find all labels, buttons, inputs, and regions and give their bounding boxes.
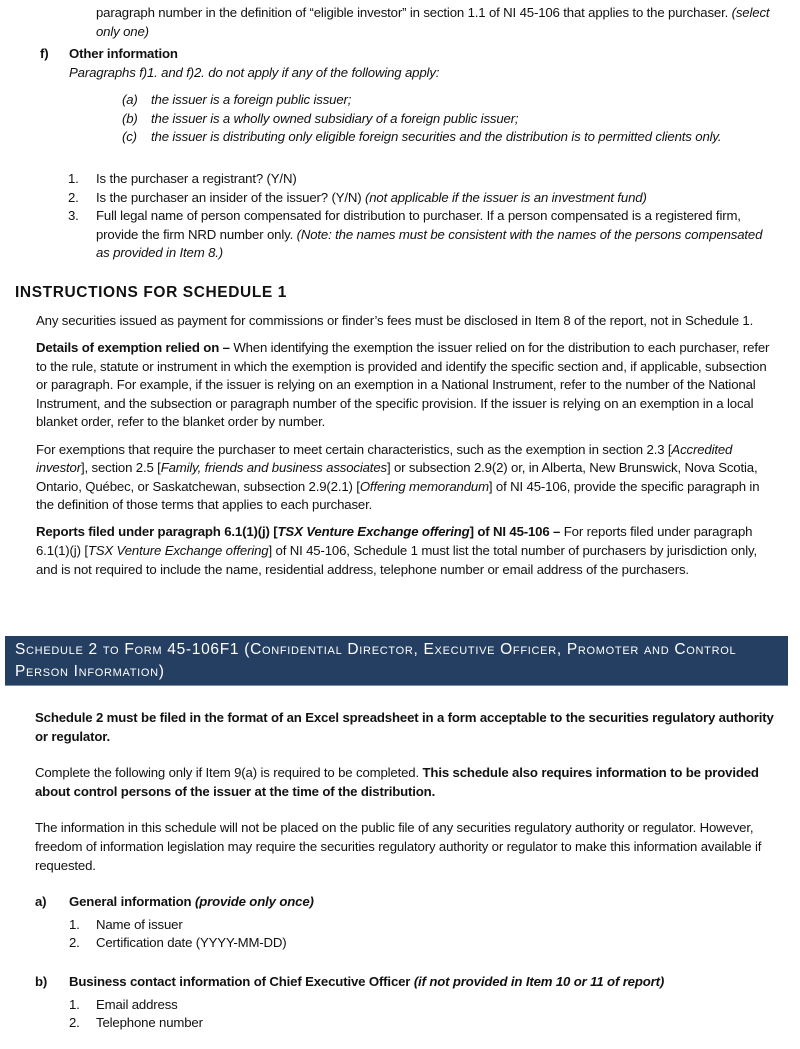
section-a-title: General information (provide only once)	[69, 894, 314, 910]
condition-marker: (b)	[122, 110, 138, 126]
condition-item	[122, 110, 792, 129]
list-item	[69, 996, 780, 1015]
item-marker: 1.	[69, 916, 80, 932]
continued-paragraph	[96, 4, 786, 41]
item-text: Name of issuer	[96, 916, 183, 932]
item-text: Is the purchaser an insider of the issuer? (Y/N) (not applicable if the issuer is an investment fund)	[96, 189, 647, 205]
schedule-2-banner	[5, 636, 788, 686]
continued-paragraph-text: paragraph number in the definition of “eligible investor” in section 1.1 of NI 45-106 that applies to the purchaser.	[96, 5, 732, 20]
list-item	[69, 1014, 780, 1033]
section-b-title: Business contact information of Chief Executive Officer (if not provided in Item 10 or 11 of report)	[69, 973, 665, 989]
item-italic-note: (Note: the names must be consistent with the names of the persons compensated as provided in Item 8.)	[96, 226, 763, 261]
section-b	[35, 973, 780, 1033]
condition-text: the issuer is a foreign public issuer;	[151, 92, 352, 107]
list-item	[68, 189, 773, 208]
condition-text: the issuer is a wholly owned subsidiary of a foreign public issuer;	[151, 110, 519, 126]
section-f-note: Paragraphs f)1. and f)2. do not apply if any of the following apply:	[69, 65, 440, 80]
select-only-one-note: (select only one)	[96, 5, 770, 39]
list-item	[68, 207, 773, 263]
condition-item	[122, 91, 792, 110]
item-text: Email address	[96, 996, 178, 1012]
section-f-items-list	[68, 170, 773, 263]
item-text: Telephone number	[96, 1015, 203, 1031]
instructions-paragraph-2: Details of exemption relied on – When identifying the exemption the issuer relied on for the distribution to each purchaser, refer to the rule, statute or instrument in which the exemption is provided and identify the specific section and, if applicable, subsection or paragraph. For example, if the issuer is relying on an exemption in a National Instrument, refer to the number of the National Instrument, and the subsection or paragraph number of the specific provision. If the issuer is relying on an exemption in a local blanket order, refer to the blanket order by number.	[36, 340, 770, 430]
exemption-details-label: Details of exemption relied on –	[36, 340, 234, 356]
section-f-title: Other information	[69, 46, 178, 61]
section-a	[35, 893, 780, 953]
item-marker: 2.	[68, 189, 79, 205]
instructions-schedule-1-heading: INSTRUCTIONS FOR SCHEDULE 1	[15, 284, 287, 301]
schedule-2-body	[35, 709, 780, 1033]
instructions-paragraph-4: Reports filed under paragraph 6.1(1)(j) [TSX Venture Exchange offering] of NI 45-106 – For reports filed under paragraph 6.1(1)(j) [TSX Venture Exchange offering] of NI 45-106, Schedule 1 must list the total number of purchasers by jurisdiction only, and is not required to include the name, residential address, telephone number or email address of the purchasers.	[36, 524, 757, 577]
section-a-label: a)	[35, 894, 47, 910]
item-text: Full legal name of person compensated for distribution to purchaser. If a person compensated is a registered firm, provide the firm NRD number only. (Note: the names must be consistent with the names of the persons compensated as provided in Item 8.)	[96, 208, 763, 261]
item-marker: 2.	[69, 935, 80, 951]
section-f-label: f)	[40, 46, 49, 61]
instructions-schedule-1-body	[36, 312, 776, 588]
schedule-2-banner-title: Schedule 2 to Form 45-106F1 (Confidential Director, Executive Officer, Promoter and Control Person Information)	[15, 641, 737, 680]
item-marker: 1.	[68, 171, 79, 186]
item-marker: 1.	[69, 996, 80, 1012]
item-marker: 2.	[69, 1015, 80, 1031]
list-item	[69, 916, 780, 935]
condition-item	[122, 128, 792, 147]
item-marker: 3.	[68, 208, 79, 224]
item-text: Is the purchaser a registrant? (Y/N)	[96, 171, 297, 186]
schedule-2-completion-note: Complete the following only if Item 9(a) is required to be completed. This schedule also requires information to be provided about control persons of the issuer at the time of the distribution.	[35, 765, 759, 799]
item-italic-note: (not applicable if the issuer is an investment fund)	[364, 189, 647, 205]
schedule-2-confidentiality-note: The information in this schedule will not be placed on the public file of any securities regulatory authority or regulator. However, freedom of information legislation may require the securities regulatory authority or regulator to make this information available if requested.	[35, 820, 762, 873]
list-item	[69, 934, 780, 953]
schedule-2-format-requirement: Schedule 2 must be filed in the format of an Excel spreadsheet in a form acceptable to the securities regulatory authority or regulator.	[35, 710, 774, 744]
section-a-items	[69, 916, 780, 953]
section-b-label: b)	[35, 973, 48, 989]
instructions-paragraph-3: For exemptions that require the purchaser to meet certain characteristics, such as the exemption in section 2.3 [Accredited investor], section 2.5 [Family, friends and business associates] or subsection 2.9(2) or, in Alberta, New Brunswick, Nova Scotia, Ontario, Québec, or Saskatchewan, subsection 2.9(2.1) [Offering memorandum] of NI 45-106, provide the specific paragraph in the definition of those terms that applies to each purchaser.	[36, 441, 760, 513]
instructions-paragraph-1: Any securities issued as payment for commissions or finder’s fees must be disclosed in Item 8 of the report, not in Schedule 1.	[36, 313, 754, 328]
condition-marker: (a)	[122, 92, 138, 107]
exclusion-conditions-list	[122, 91, 792, 147]
condition-text: the issuer is distributing only eligible foreign securities and the distribution is to permitted clients only.	[151, 129, 722, 145]
section-b-items	[69, 996, 780, 1033]
section-a-heading	[35, 893, 780, 912]
list-item	[68, 170, 773, 189]
section-b-heading	[35, 973, 780, 992]
item-text: Certification date (YYYY-MM-DD)	[96, 935, 287, 951]
condition-marker: (c)	[122, 129, 137, 145]
